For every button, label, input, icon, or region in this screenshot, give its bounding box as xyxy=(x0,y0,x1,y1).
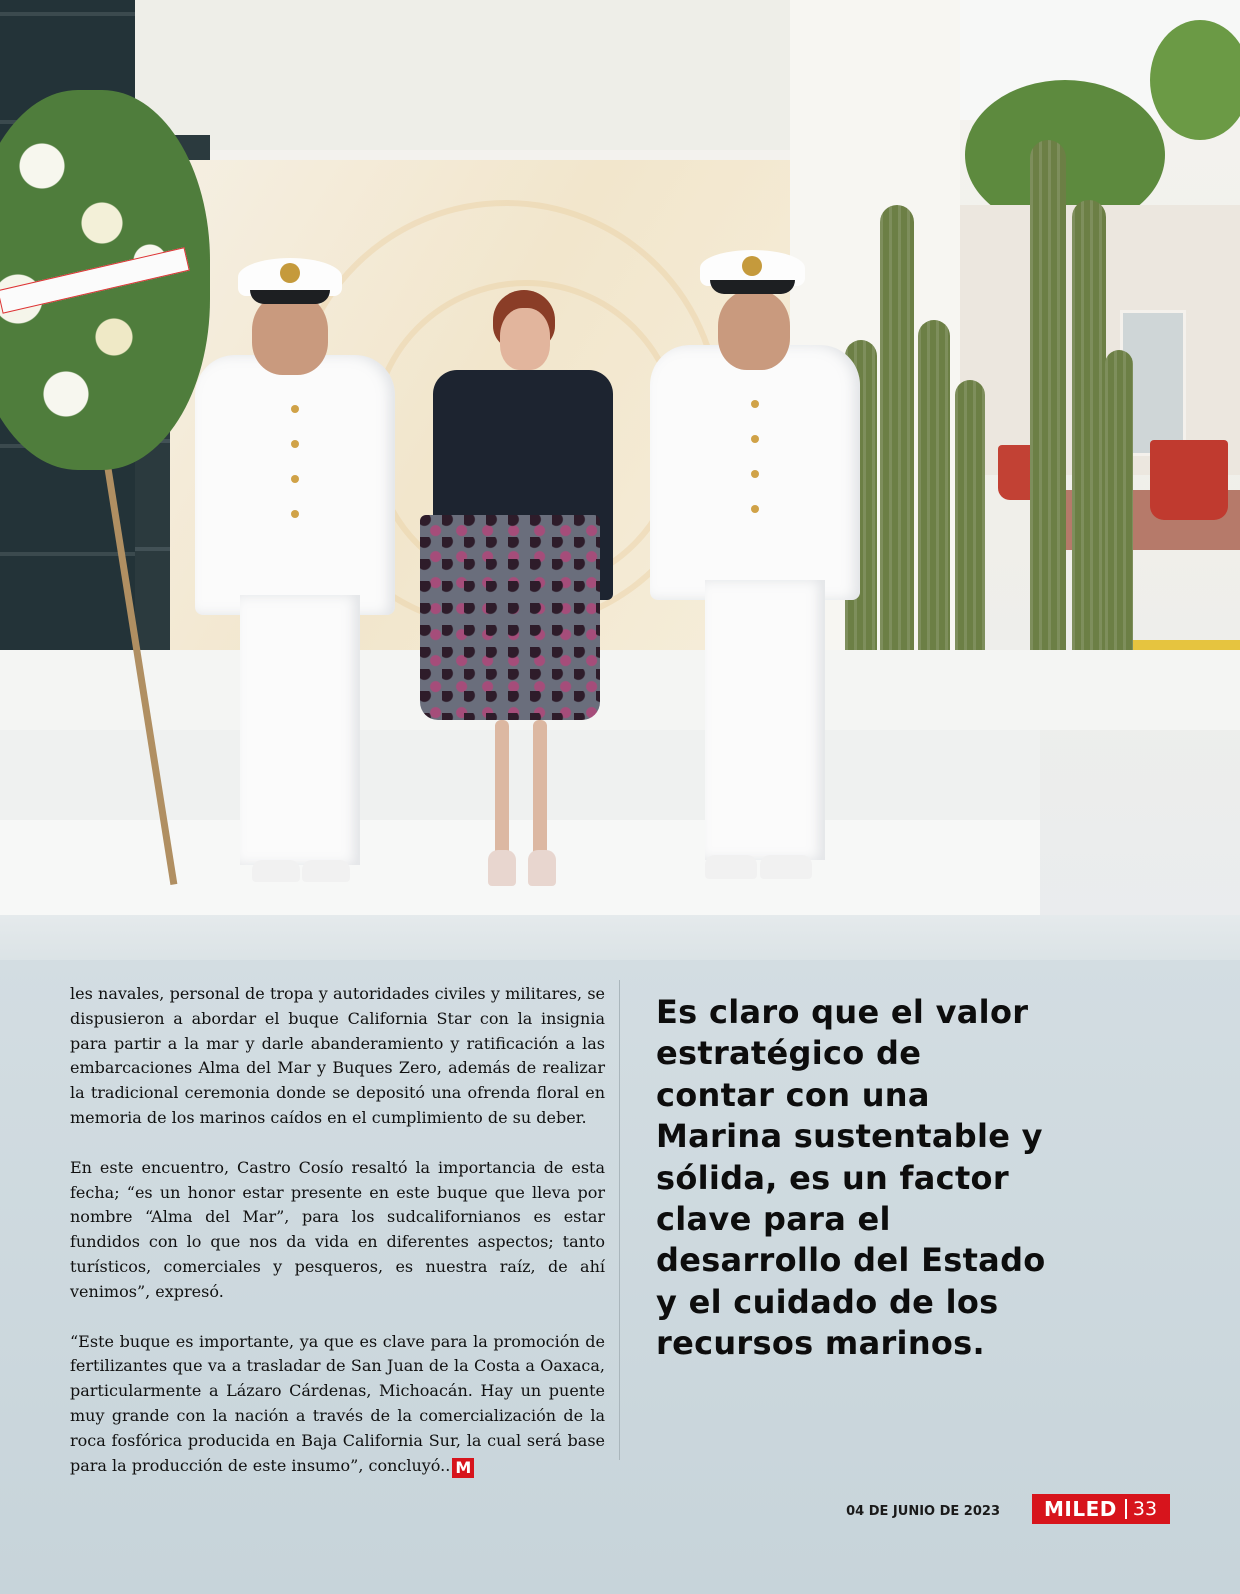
shoe xyxy=(705,855,757,879)
shoe xyxy=(528,850,556,886)
cap-visor xyxy=(710,280,795,294)
shoe xyxy=(760,855,812,879)
cactus-stem xyxy=(918,320,950,700)
article-paragraph: En este encuentro, Castro Cosío resaltó la importancia de esta fecha; “es un honor estar presente en este buque que lleva por nombre “Alma del Mar”, para los sudcalifornianos es estar fundidos con lo que nos da vida en diferentes aspectos; tanto turísticos, comerciales y pesqueros, es nuestra raíz, de ahí venimos”, expresó. xyxy=(70,1157,605,1301)
palm-tree xyxy=(1150,20,1240,140)
cactus-stem xyxy=(1072,200,1106,700)
uniform-button xyxy=(751,470,759,478)
stage-step xyxy=(0,650,1240,730)
cactus-stem xyxy=(1030,140,1066,700)
uniform-button xyxy=(291,510,299,518)
shoe xyxy=(488,850,516,886)
cap-badge xyxy=(742,256,762,276)
uniform-button xyxy=(291,475,299,483)
brand-separator xyxy=(1125,1499,1127,1519)
pull-quote: Es claro que el valor estratégico de contar con una Marina sustentable y sólida, es un factor clave para el desarrollo del Estado y el cuidado de los recursos marinos. xyxy=(656,993,1046,1363)
column-divider xyxy=(619,980,620,1460)
brand-tag xyxy=(1032,1494,1170,1524)
article-paragraph: les navales, personal de tropa y autoridades civiles y militares, se dispusieron a abordar el buque California Star con la insignia para partir a la mar y darle abanderamiento y ratificación a las embarcaciones Alma del Mar y Buques Zero, además de realizar la tradicional ceremonia donde se depositó una ofrenda floral en memoria de los marinos caídos en el cumplimiento de su deber. xyxy=(70,984,605,1127)
shoe xyxy=(252,860,300,882)
article-paragraph xyxy=(70,1330,605,1479)
face xyxy=(500,308,550,370)
uniform-trousers xyxy=(240,595,360,865)
shoe xyxy=(302,860,350,882)
leg xyxy=(533,720,547,860)
end-mark-logo: M xyxy=(452,1458,474,1478)
uniform-button xyxy=(291,405,299,413)
face xyxy=(252,293,328,375)
page-number: 33 xyxy=(1132,1498,1158,1520)
brand-name: MILED xyxy=(1044,1497,1117,1521)
uniform-button xyxy=(751,505,759,513)
uniform-button xyxy=(751,400,759,408)
stage-step xyxy=(0,820,1040,918)
uniform-trousers xyxy=(705,580,825,860)
issue-date: 04 DE JUNIO DE 2023 xyxy=(846,1504,1000,1519)
ground xyxy=(0,915,1240,960)
cap-visor xyxy=(250,290,330,304)
cap-badge xyxy=(280,263,300,283)
uniform-button xyxy=(291,440,299,448)
cactus-stem xyxy=(880,205,914,705)
face xyxy=(718,290,790,370)
article-body xyxy=(70,982,605,1503)
patterned-skirt xyxy=(420,515,600,720)
article-paragraph-text: “Este buque es importante, ya que es clave para la promoción de fertilizantes que va a trasladar de San Juan de la Costa a Oaxaca, particularmente a Lázaro Cárdenas, Michoacán. Hay un puente muy grande con la nación a través de la comercialización de la roca fosfórica producida en Baja California Sur, la cual será base para la producción de este insumo”, concluyó.. xyxy=(70,1331,605,1475)
uniform-jacket xyxy=(195,355,395,615)
uniform-button xyxy=(751,435,759,443)
leg xyxy=(495,720,509,860)
cactus-stem xyxy=(1105,350,1133,690)
red-planter xyxy=(1150,440,1228,520)
